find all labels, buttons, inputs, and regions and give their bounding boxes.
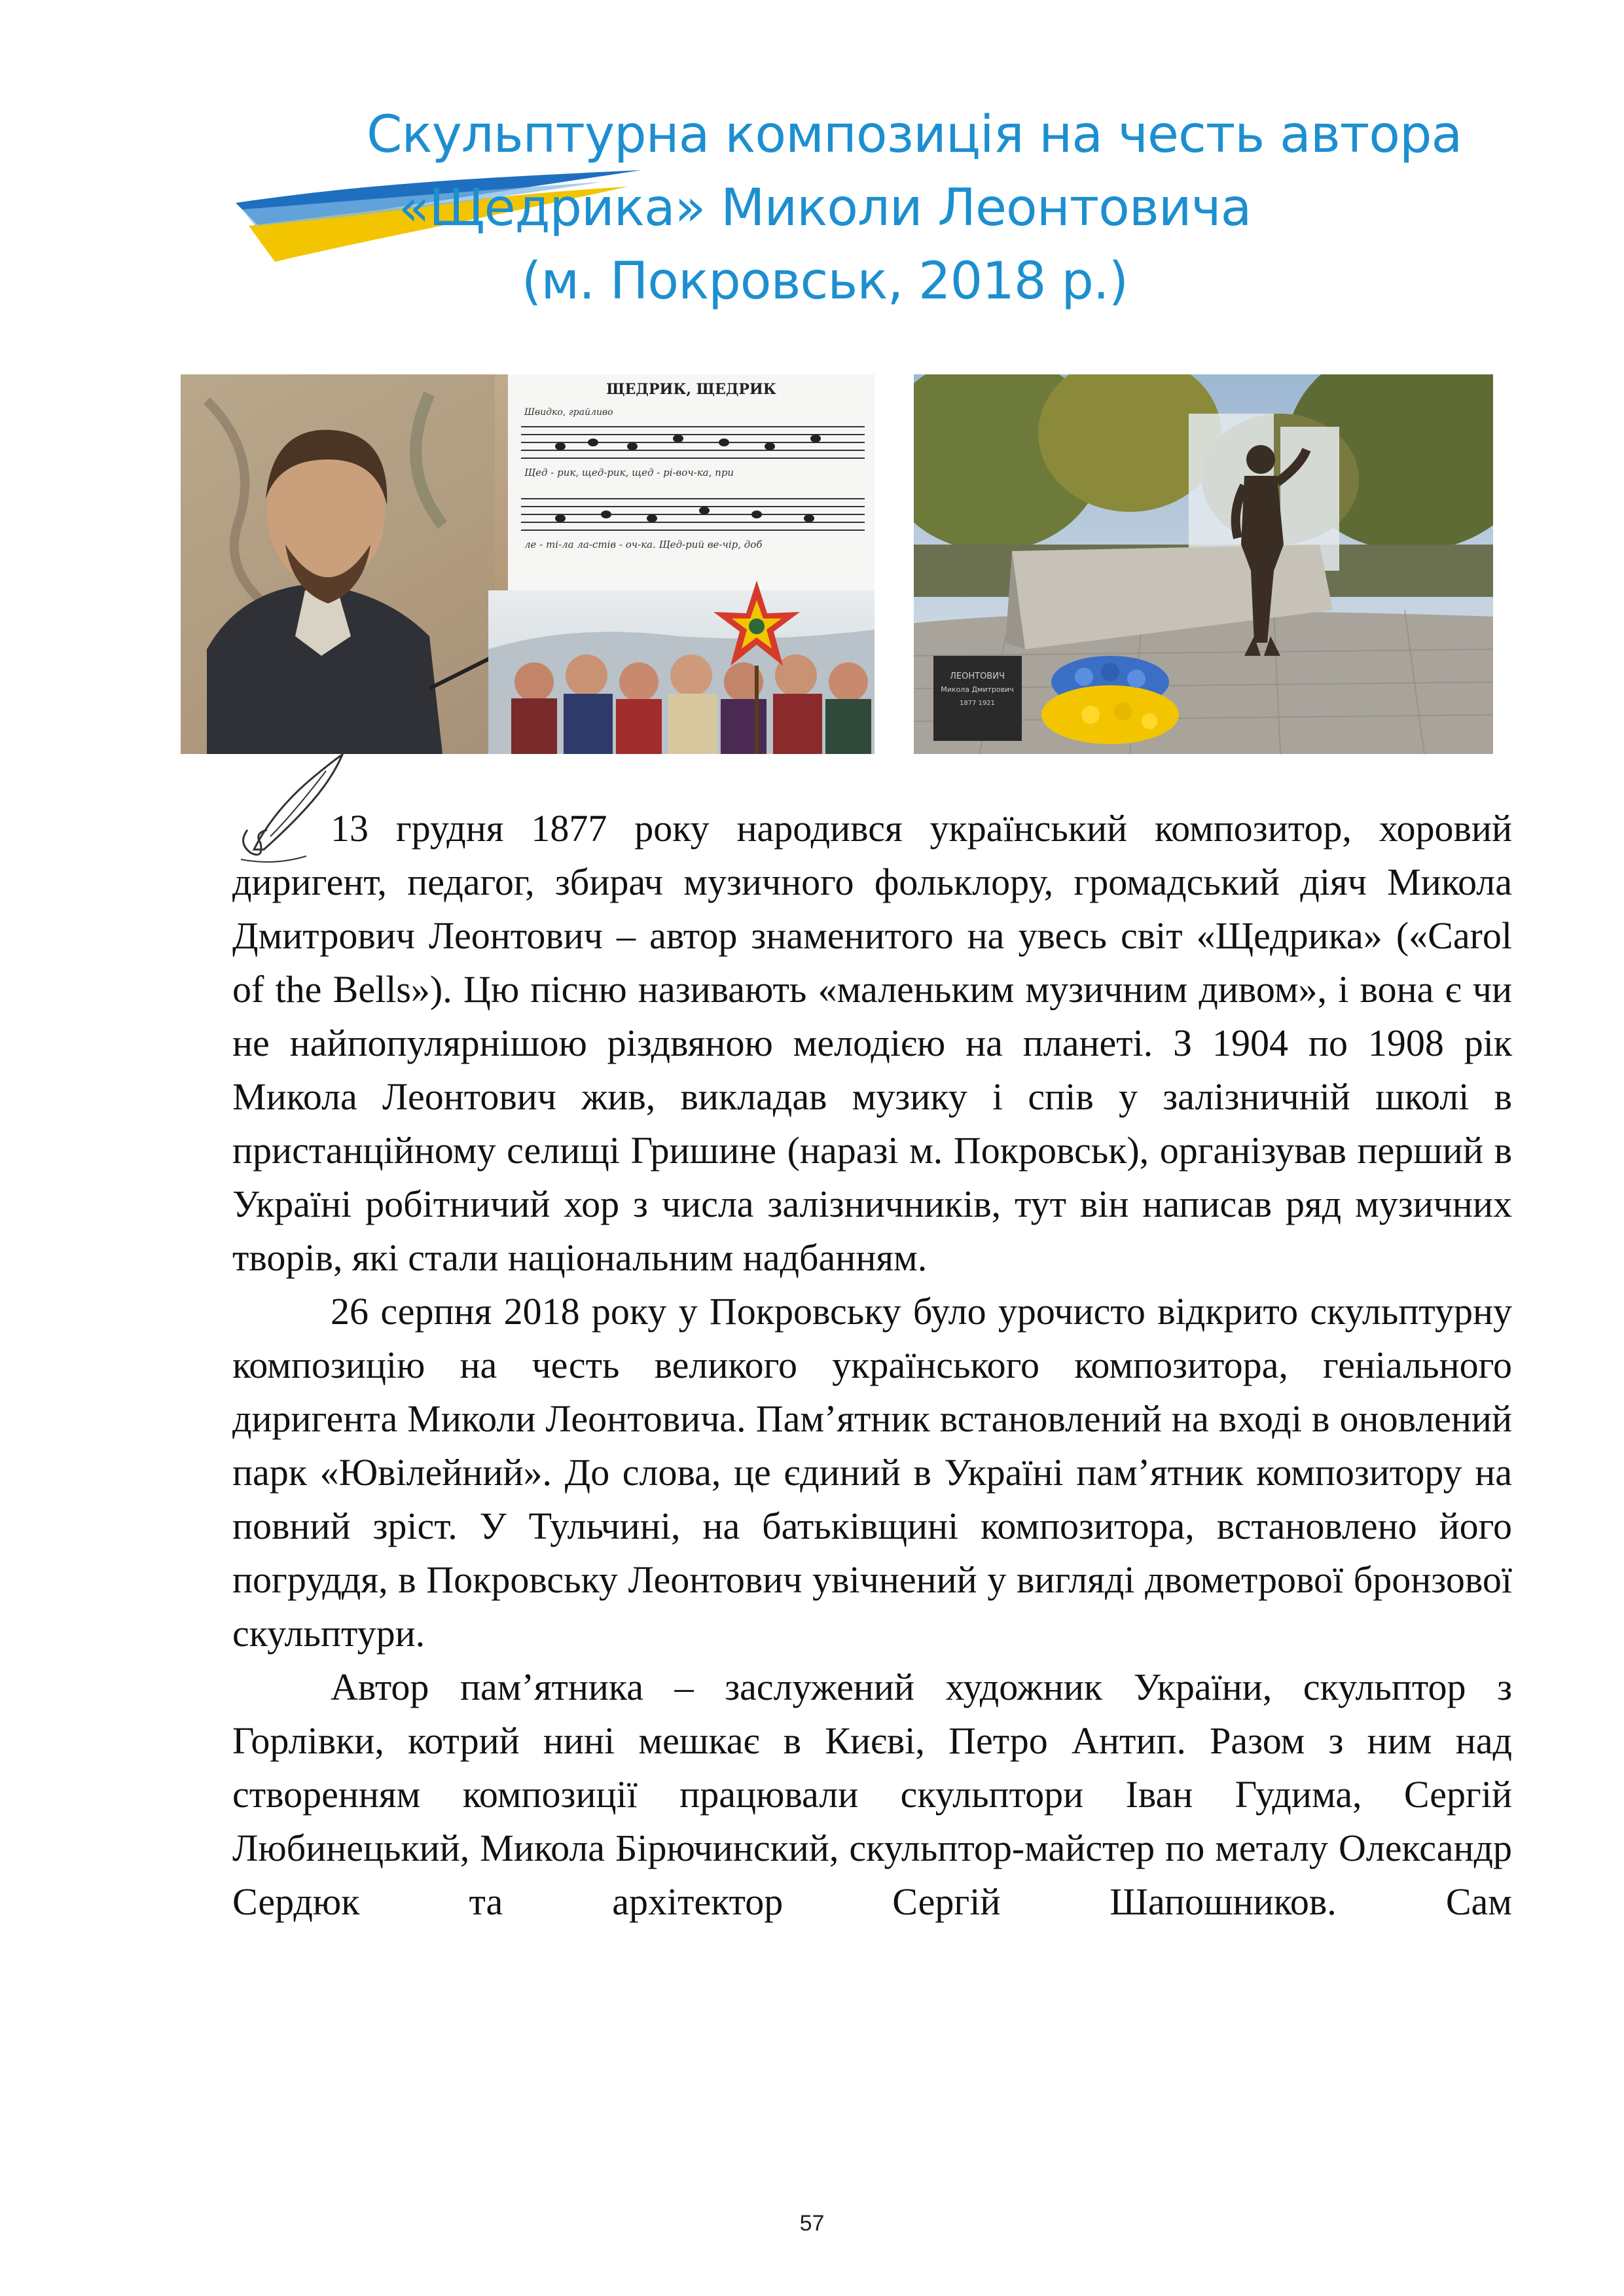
page-number: 57	[799, 2211, 825, 2236]
paragraph-1: 13 грудня 1877 року народився український композитор, хоровий диригент, педагог, збирач музичного фольклору, громадський діяч Микола Дмитрович Леонтович – автор знаменитого на увесь світ «Щедрика» («Carol of the Bells»). Цю пісню називають «маленьким музичним дивом», і вона є чи не найпопулярнішою різдвяною мелодією на планеті. З 1904 по 1908 рік Микола Леонтович жив, викладав музику і спів у залізничній школі в пристанційному селищі Гришине (наразі м. Покровськ), організував перший в Україні робітничий хор з числа залізничників, тут він написав ряд музичних творів, які стали національним надбанням.	[232, 807, 1512, 1279]
title-line-2: «Щедрика» Миколи Леонтовича	[398, 179, 1252, 238]
paragraph-2: 26 серпня 2018 року у Покровську було урочисто відкрито скульптурну композицію на честь великого українського композитора, геніального диригента Миколи Леонтовича. Пам’ятник встановлений на вході в оновлений парк «Ювілейний». До слова, це єдиний в Україні пам’ятник композитору на повний зріст. У Тульчині, на батьківщині композитора, встановлено його погруддя, в Покровську Леонтович увічнений у вигляді двометрової бронзової скульптури.	[232, 1290, 1512, 1655]
title-line-1: Скульптурна композиція на честь автора	[367, 105, 1462, 164]
page-title	[367, 98, 1462, 318]
sheet-lyric-2: ле - ті-ла ла-стів - оч-ка. Щед-рий ве-чір, доб	[524, 539, 763, 550]
plaque-subtitle: Микола Дмитрович	[941, 685, 1014, 694]
monument-photo-image	[914, 374, 1493, 754]
article-body	[232, 802, 1512, 1929]
plaque-years: 1877 1921	[959, 700, 996, 707]
title-line-3: (м. Покровськ, 2018 р.)	[521, 252, 1128, 311]
sheet-tempo: Швидко, грайливо	[524, 407, 613, 418]
paragraph-3: Автор пам’ятника – заслужений художник України, скульптор з Горлівки, котрий нині мешкає в Києві, Петро Антип. Разом з ним над створенням композиції працювали скульптори Іван Гудима, Сергій Любинецький, Микола Бірючинский, скульптор-майстер по металу Олександр Сердюк та архітектор Сергій Шапошников. Сам	[232, 1666, 1512, 1923]
plaque-name: ЛЕОНТОВИЧ	[950, 672, 1005, 681]
portrait-collage-image	[181, 374, 875, 754]
sheet-title: ЩЕДРИК, ЩЕДРИК	[606, 381, 776, 398]
sheet-lyric-1: Щед - рик, щед-рик, щед - рі-воч-ка, при	[524, 467, 734, 478]
